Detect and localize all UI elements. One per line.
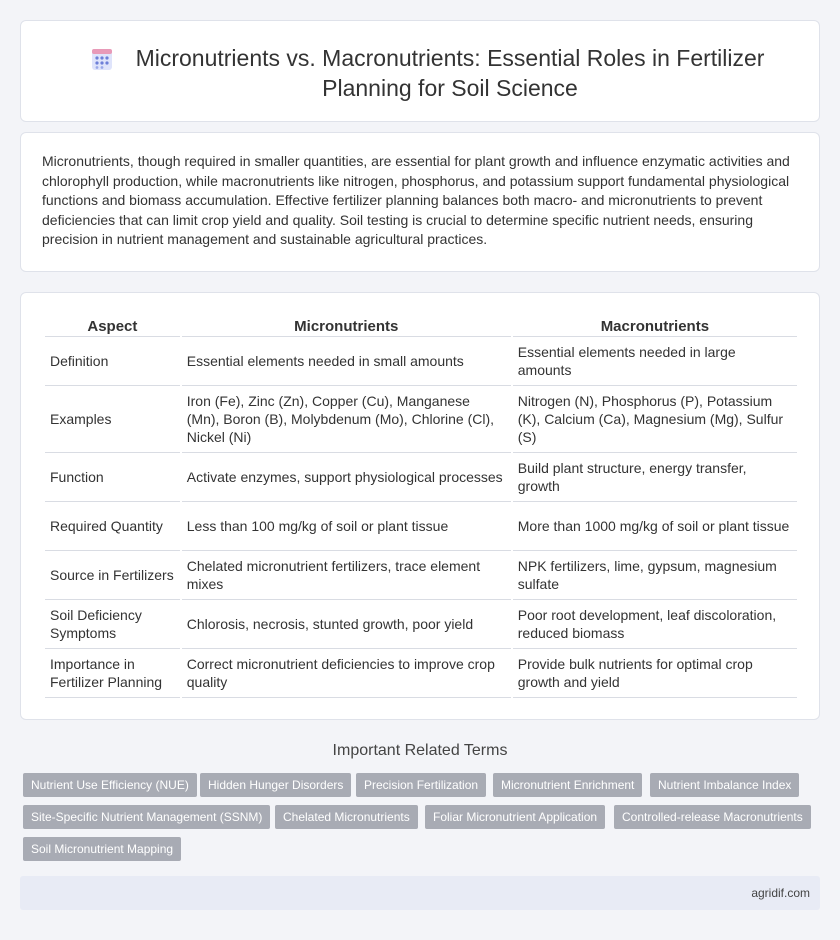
table-row xyxy=(45,600,797,649)
intro-card xyxy=(20,132,820,272)
tag-controlled-release-macronutrients[interactable]: Controlled-release Macronutrients xyxy=(614,805,811,829)
macronutrients-cell: NPK fertilizers, lime, gypsum, magnesium sulfate xyxy=(513,551,797,600)
micronutrients-cell: Chelated micronutrient fertilizers, trace element mixes xyxy=(182,551,511,600)
footer xyxy=(20,876,820,910)
micronutrients-cell: Correct micronutrient deficiencies to improve crop quality xyxy=(182,649,511,698)
macronutrients-cell: Provide bulk nutrients for optimal crop growth and yield xyxy=(513,649,797,698)
tag-nutrient-imbalance-index[interactable]: Nutrient Imbalance Index xyxy=(650,773,799,797)
related-terms-heading: Important Related Terms xyxy=(332,742,508,759)
tag-ssnm[interactable]: Site-Specific Nutrient Management (SSNM) xyxy=(23,805,270,829)
macronutrients-cell: Build plant structure, energy transfer, growth xyxy=(513,453,797,502)
table-row xyxy=(45,386,797,453)
table-row xyxy=(45,649,797,698)
tag-foliar-micronutrient-application[interactable]: Foliar Micronutrient Application xyxy=(425,805,605,829)
table-row xyxy=(45,551,797,600)
micronutrients-cell: Essential elements needed in small amounts xyxy=(182,337,511,386)
table-header-row xyxy=(45,315,797,337)
aspect-cell: Required Quantity xyxy=(45,502,180,551)
micronutrients-cell: Activate enzymes, support physiological processes xyxy=(182,453,511,502)
micronutrients-cell: Chlorosis, necrosis, stunted growth, poor yield xyxy=(182,600,511,649)
tag-nutrient-use-efficiency[interactable]: Nutrient Use Efficiency (NUE) xyxy=(23,773,197,797)
intro-paragraph: Micronutrients, though required in smaller quantities, are essential for plant growth and influence enzymatic activities and chlorophyll production, while macronutrients like nitrogen, phosphorus, and potassium support fundamental physiological functions and biomass accumulation. Effective fertilizer planning balances both macro- and micronutrients to prevent deficiencies that can limit crop yield and quality. Soil testing is crucial to determine specific nutrient needs, ensuring precision in nutrient management and sustainable agricultural practices. xyxy=(42,153,790,248)
aspect-cell: Examples xyxy=(45,386,180,453)
aspect-cell: Importance in Fertilizer Planning xyxy=(45,649,180,698)
micronutrients-cell: Less than 100 mg/kg of soil or plant tissue xyxy=(182,502,511,551)
micronutrients-cell: Iron (Fe), Zinc (Zn), Copper (Cu), Manganese (Mn), Boron (B), Molybdenum (Mo), Chlorine (Cl), Nickel (Ni) xyxy=(182,386,511,453)
table-row xyxy=(45,453,797,502)
tag-micronutrient-enrichment[interactable]: Micronutrient Enrichment xyxy=(493,773,642,797)
header-card xyxy=(20,20,820,122)
aspect-cell: Function xyxy=(45,453,180,502)
tag-chelated-micronutrients[interactable]: Chelated Micronutrients xyxy=(275,805,418,829)
macronutrients-cell: More than 1000 mg/kg of soil or plant tissue xyxy=(513,502,797,551)
aspect-cell: Source in Fertilizers xyxy=(45,551,180,600)
tag-soil-micronutrient-mapping[interactable]: Soil Micronutrient Mapping xyxy=(23,837,181,861)
aspect-cell: Definition xyxy=(45,337,180,386)
aspect-cell: Soil Deficiency Symptoms xyxy=(45,600,180,649)
page-title: Micronutrients vs. Macronutrients: Essential Roles in Fertilizer Planning for Soil Science xyxy=(135,45,765,101)
header-micronutrients: Micronutrients xyxy=(182,315,511,337)
macronutrients-cell: Essential elements needed in large amounts xyxy=(513,337,797,386)
comparison-table xyxy=(43,315,799,698)
tag-hidden-hunger-disorders[interactable]: Hidden Hunger Disorders xyxy=(200,773,351,797)
tag-precision-fertilization[interactable]: Precision Fertilization xyxy=(356,773,486,797)
footer-site-link[interactable]: agridif.com xyxy=(751,886,810,900)
macronutrients-cell: Nitrogen (N), Phosphorus (P), Potassium (K), Calcium (Ca), Magnesium (Mg), Sulfur (S) xyxy=(513,386,797,453)
table-row xyxy=(45,337,797,386)
table-row xyxy=(45,502,797,551)
macronutrients-cell: Poor root development, leaf discoloration, reduced biomass xyxy=(513,600,797,649)
comparison-table-card xyxy=(20,292,820,720)
header-macronutrients: Macronutrients xyxy=(513,315,797,337)
header-aspect: Aspect xyxy=(45,315,180,337)
